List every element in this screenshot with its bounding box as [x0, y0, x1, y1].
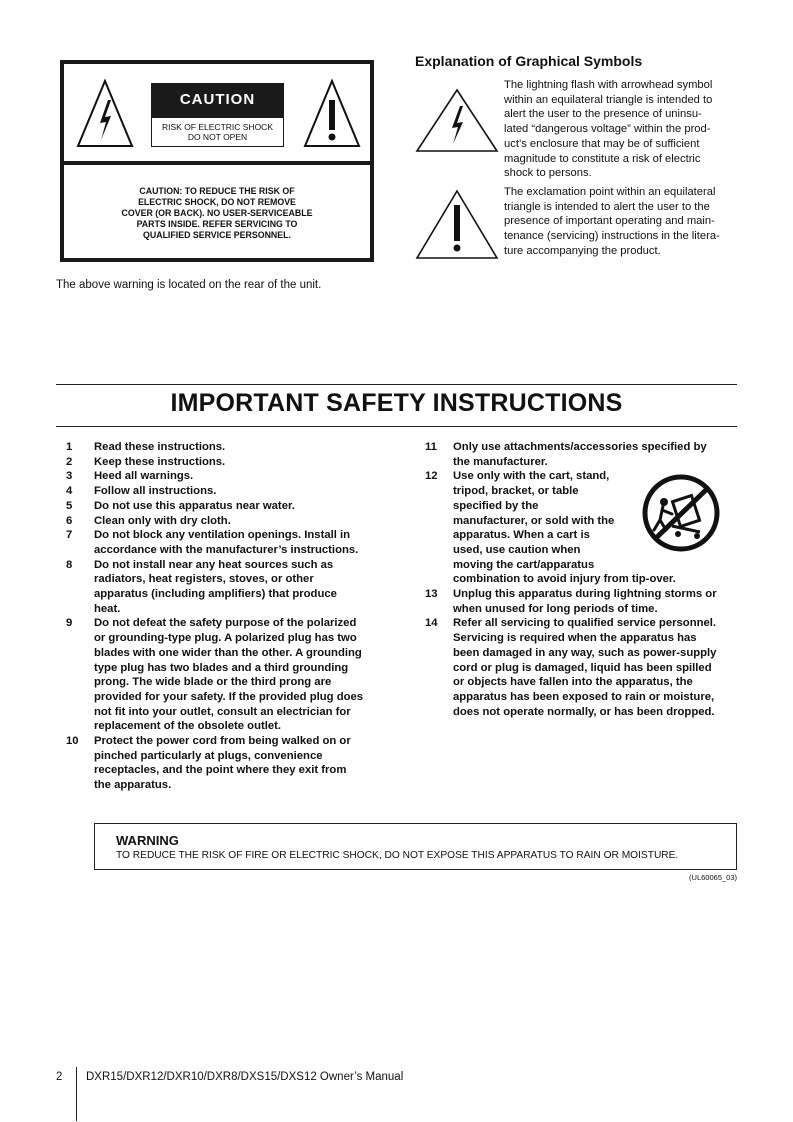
- exclamation-symbol-icon: [415, 189, 499, 266]
- list-item: [66, 440, 386, 455]
- item-line: Do not install near any heat sources such as: [94, 558, 334, 571]
- list-item: [66, 499, 386, 514]
- caution-notice-line: CAUTION: TO REDUCE THE RISK OF: [139, 186, 295, 196]
- item-line: provided for your safety. If the provided plug does: [94, 690, 364, 703]
- item-line: Servicing is required when the apparatus has: [453, 632, 697, 645]
- item-line: type plug has two blades and a third grounding: [94, 661, 349, 674]
- item-line: apparatus has been exposed to rain or moisture,: [453, 690, 715, 703]
- item-line: specified by the: [453, 499, 539, 512]
- list-item: [66, 469, 386, 484]
- item-line: when unused for long periods of time.: [453, 602, 658, 615]
- item-line: Only use attachments/accessories specified by: [453, 441, 707, 453]
- heading-rule-bottom: [56, 426, 737, 427]
- ul-code: (UL60065_03): [689, 873, 737, 882]
- item-line: apparatus (including amplifiers) that produce: [94, 588, 337, 601]
- item-line: tripod, bracket, or table: [453, 485, 579, 498]
- list-item: [66, 484, 386, 499]
- warning-text: TO REDUCE THE RISK OF FIRE OR ELECTRIC SHOCK, DO NOT EXPOSE THIS APPARATUS TO RAIN OR MOISTURE.: [116, 850, 679, 861]
- description-line: tenance (servicing) instructions in the litera-: [504, 230, 720, 243]
- item-line: replacement of the obsolete outlet.: [94, 720, 282, 733]
- description-line: ture accompanying the product.: [504, 244, 661, 257]
- caution-notice-line: PARTS INSIDE. REFER SERVICING TO: [136, 219, 298, 229]
- caution-notice: [64, 169, 370, 258]
- item-number: 10: [66, 735, 79, 748]
- item-number: 13: [425, 588, 438, 601]
- description-line: shock to persons.: [504, 167, 592, 180]
- caution-sub-line-1: RISK OF ELECTRIC SHOCK: [162, 122, 273, 132]
- item-line: manufacturer, or sold with the: [453, 514, 615, 527]
- caution-sub-line-2: DO NOT OPEN: [187, 132, 248, 142]
- item-line: apparatus. When a cart is: [453, 529, 590, 542]
- list-item: [425, 587, 743, 616]
- item-number: 11: [425, 441, 437, 453]
- caution-notice-text: [97, 186, 337, 241]
- item-line: Refer all servicing to qualified service personnel.: [453, 617, 717, 630]
- item-line: blades with one wider than the other. A grounding: [94, 646, 362, 659]
- item-number: 5: [66, 499, 73, 512]
- description-line: magnitude to constitute a risk of electric: [504, 152, 701, 165]
- item-line: Do not defeat the safety purpose of the polarized: [94, 617, 357, 630]
- item-line: Clean only with dry cloth.: [94, 514, 231, 527]
- list-item: [66, 616, 386, 734]
- item-line: not fit into your outlet, consult an electrician for: [94, 705, 351, 718]
- item-line: or grounding-type plug. A polarized plug has two: [94, 632, 357, 645]
- description-line: uct’s enclosure that may be of sufficient: [504, 137, 700, 150]
- description-line: triangle is intended to alert the user to the: [504, 200, 710, 213]
- heading-rule-top: [56, 384, 737, 385]
- item-line: does not operate normally, or has been dropped.: [453, 705, 715, 718]
- item-line: receptacles, and the point where they exit from: [94, 764, 347, 777]
- exclamation-warning-icon: [302, 78, 362, 150]
- warning-title: WARNING: [116, 833, 179, 848]
- item-line: Do not block any ventilation openings. Install in: [94, 529, 351, 542]
- item-number: 12: [425, 470, 438, 483]
- caution-panel-top: [64, 64, 370, 165]
- item-line: moving the cart/apparatus: [453, 558, 595, 571]
- item-line: Heed all warnings.: [94, 470, 194, 483]
- item-line: Protect the power cord from being walked on or: [94, 735, 351, 748]
- exclamation-symbol-description: [504, 185, 742, 259]
- item-line: used, use caution when: [453, 543, 581, 556]
- description-line: alert the user to the presence of uninsu-: [504, 108, 702, 121]
- caution-sublabel: [151, 117, 284, 147]
- item-number: 7: [66, 529, 73, 542]
- instructions-left-column: [66, 440, 386, 793]
- item-line: accordance with the manufacturer’s instructions.: [94, 543, 359, 556]
- caution-label-panel: [60, 60, 374, 262]
- item-line: Unplug this apparatus during lightning storms or: [453, 588, 717, 601]
- item-line: the apparatus.: [94, 779, 172, 792]
- manual-title: DXR15/DXR12/DXR10/DXR8/DXS15/DXS12 Owner’s Manual: [86, 1071, 404, 1083]
- page-number: 2: [56, 1071, 63, 1083]
- list-item: [425, 616, 743, 719]
- lightning-symbol-description: [504, 78, 742, 181]
- description-line: lated “dangerous voltage” within the prod-: [504, 123, 711, 136]
- item-number: 3: [66, 470, 73, 483]
- warning-box: [94, 823, 737, 870]
- warning-location-note: The above warning is located on the rear of the unit.: [56, 279, 322, 291]
- cart-tipover-warning-icon: [642, 474, 720, 557]
- item-line: Do not use this apparatus near water.: [94, 499, 295, 512]
- description-line: The lightning flash with arrowhead symbol: [504, 79, 713, 91]
- item-number: 9: [66, 617, 73, 630]
- item-line: prong. The wide blade or the third prong are: [94, 676, 332, 689]
- description-line: within an equilateral triangle is intended to: [504, 93, 713, 106]
- list-item: [66, 558, 386, 617]
- lightning-symbol-icon: [415, 88, 499, 159]
- item-number: 8: [66, 558, 73, 571]
- list-item: [66, 455, 386, 470]
- list-item: [425, 440, 743, 469]
- item-line: pinched particularly at plugs, convenience: [94, 749, 323, 762]
- caution-notice-line: COVER (OR BACK). NO USER-SERVICEABLE: [121, 208, 313, 218]
- list-item: [66, 514, 386, 529]
- item-line: been damaged in any way, such as power-supply: [453, 646, 717, 659]
- description-line: The exclamation point within an equilateral: [504, 186, 716, 198]
- item-line: heat.: [94, 602, 121, 615]
- item-number: 1: [66, 441, 73, 453]
- item-line: Follow all instructions.: [94, 485, 217, 498]
- lightning-warning-icon: [75, 78, 135, 150]
- item-line: Keep these instructions.: [94, 455, 226, 468]
- caution-notice-line: ELECTRIC SHOCK, DO NOT REMOVE: [138, 197, 296, 207]
- item-line: combination to avoid injury from tip-over.: [453, 573, 676, 586]
- caution-label: CAUTION: [151, 83, 284, 117]
- list-item: [66, 734, 386, 793]
- description-line: presence of important operating and main-: [504, 215, 715, 228]
- list-item: [66, 528, 386, 557]
- item-number: 4: [66, 485, 73, 498]
- item-line: Read these instructions.: [94, 441, 226, 453]
- item-line: the manufacturer.: [453, 455, 548, 468]
- caution-notice-line: QUALIFIED SERVICE PERSONNEL.: [143, 230, 291, 240]
- item-line: cord or plug is damaged, liquid has been spilled: [453, 661, 712, 674]
- item-line: or objects have fallen into the apparatus, the: [453, 676, 693, 689]
- page-title: IMPORTANT SAFETY INSTRUCTIONS: [170, 389, 623, 417]
- explanation-title: Explanation of Graphical Symbols: [415, 53, 643, 69]
- item-line: Use only with the cart, stand,: [453, 470, 610, 483]
- footer-divider: [76, 1067, 77, 1121]
- item-number: 14: [425, 617, 438, 630]
- item-line: radiators, heat registers, stoves, or other: [94, 573, 314, 586]
- item-number: 2: [66, 455, 73, 468]
- item-number: 6: [66, 514, 73, 527]
